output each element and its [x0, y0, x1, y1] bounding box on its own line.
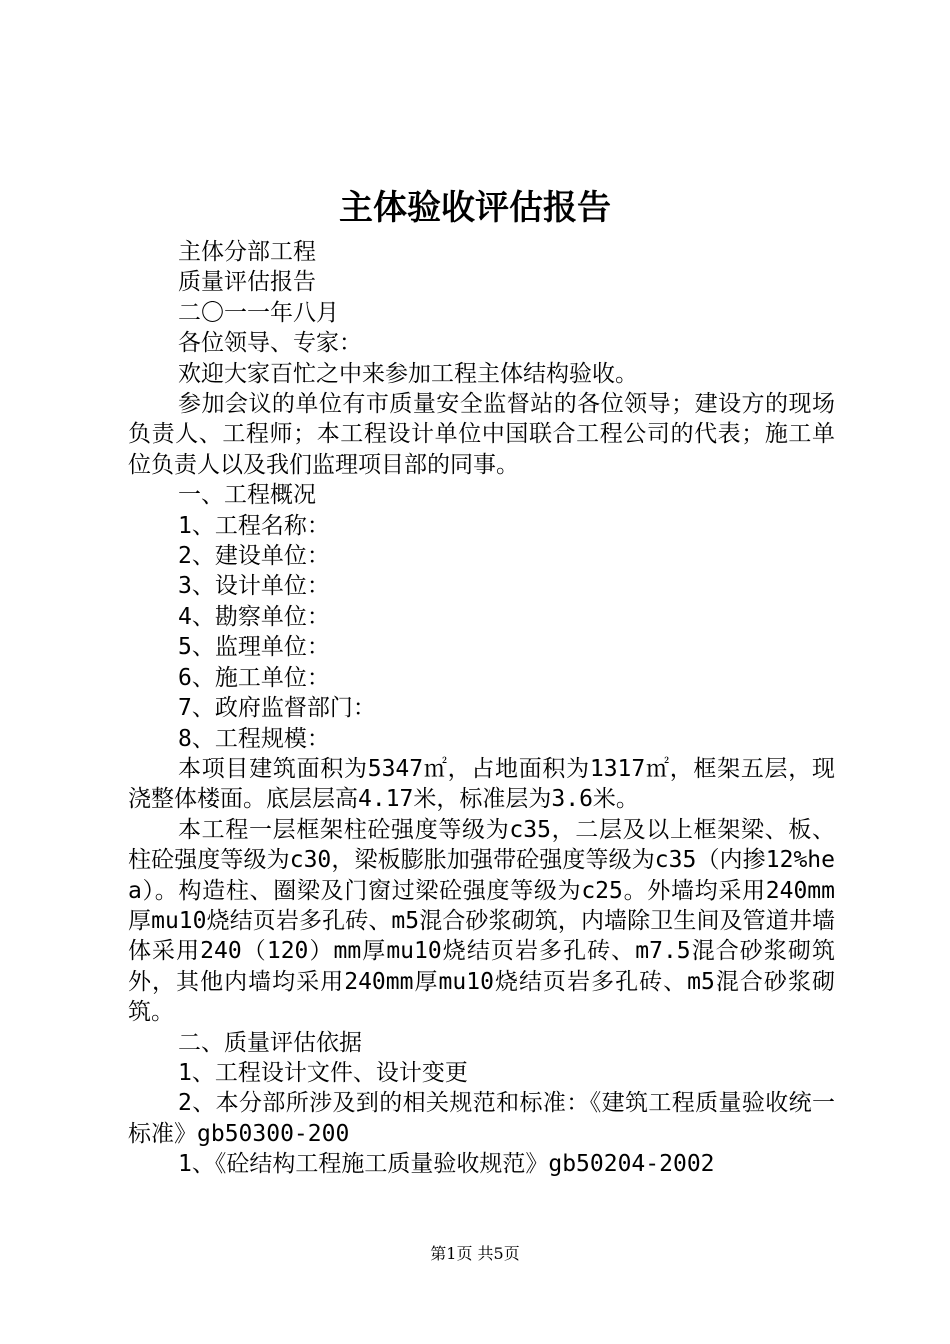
paragraph-section-name: 主体分部工程 [178, 239, 316, 265]
paragraph-date: 二〇一一年八月 [178, 299, 339, 326]
paragraph-welcome: 欢迎大家百忙之中来参加工程主体结构验收。 [178, 360, 638, 387]
paragraph-report-name: 质量评估报告 [178, 269, 316, 296]
heading-project-overview: 一、工程概况 [178, 482, 316, 509]
list-item-contractor: 6、施工单位： [178, 664, 330, 691]
list-item-construction-unit: 2、建设单位： [178, 543, 330, 570]
list-item-supervision-unit: 5、监理单位： [178, 634, 330, 661]
list-item-survey-unit: 4、勘察单位： [178, 603, 330, 630]
list-item-standards: 2、本分部所涉及到的相关规范和标准：《建筑工程质量验收统一标准》gb50300-200 [128, 1090, 835, 1147]
list-item-project-name: 1、工程名称： [178, 512, 330, 539]
list-item-design-unit: 3、设计单位： [178, 573, 330, 600]
list-item-concrete-code: 1、《砼结构工程施工质量验收规范》gb50204-2002 [178, 1151, 715, 1178]
document-title: 主体验收评估报告 [339, 188, 611, 228]
list-item-design-documents: 1、工程设计文件、设计变更 [178, 1059, 468, 1086]
paragraph-attendees: 参加会议的单位有市质量安全监督站的各位领导；建设方的现场负责人、工程师；本工程设计单位中国联合工程公司的代表；施工单位负责人以及我们监理项目部的同事。 [128, 391, 835, 478]
page-footer: 第1页 共5页 [430, 1244, 520, 1263]
document-body [128, 237, 835, 1180]
list-item-government-supervision: 7、政府监督部门： [178, 695, 376, 722]
paragraph-concrete-grades: 本工程一层框架柱砼强度等级为c35，二层及以上框架梁、板、柱砼强度等级为c30，梁板膨胀加强带砼强度等级为c35（内掺12%hea）。构造柱、圈梁及门窗过梁砼强度等级为c25。外墙均采用240mm厚mu10烧结页岩多孔砖、m5混合砂浆砌筑，内墙除卫生间及管道井墙体采用240（120）mm厚mu10烧结页岩多孔砖、m7.5混合砂浆砌筑外，其他内墙均采用240mm厚mu10烧结页岩多孔砖、m5混合砂浆砌筑。 [128, 816, 835, 1026]
list-item-project-scale: 8、工程规模： [178, 725, 330, 752]
heading-assessment-basis: 二、质量评估依据 [178, 1029, 362, 1056]
paragraph-building-area: 本项目建筑面积为5347㎡，占地面积为1317㎡，框架五层，现浇整体楼面。底层层高4.17米，标准层为3.6米。 [128, 755, 835, 813]
paragraph-salutation: 各位领导、专家： [178, 330, 362, 357]
